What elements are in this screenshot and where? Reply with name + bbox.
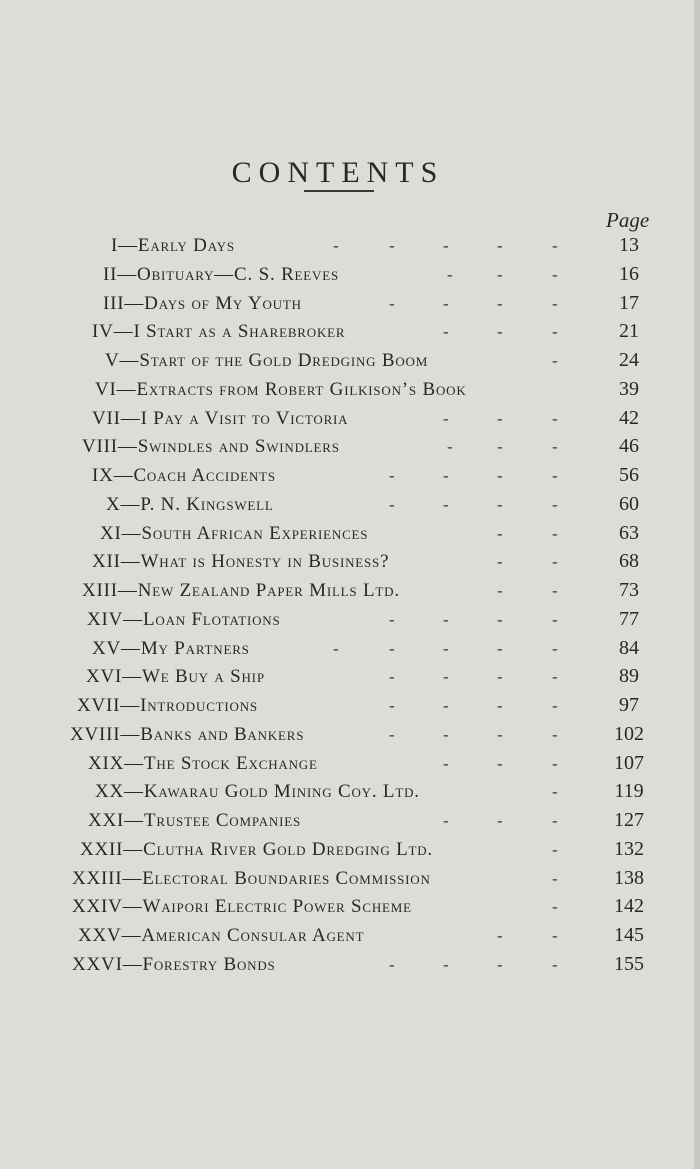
page-number: 77: [619, 608, 639, 630]
chapter-title: I—Early Days: [111, 235, 235, 256]
leader-dash: -: [497, 639, 503, 658]
page-number: 17: [619, 292, 639, 314]
leader-dash: -: [552, 524, 558, 543]
toc-entry: [0, 289, 700, 318]
leader-dash: -: [552, 466, 558, 485]
page-number: 56: [619, 464, 639, 486]
chapter-title: XXII—Clutha River Gold Dredging Ltd.: [80, 839, 433, 860]
leader-dash: -: [497, 754, 503, 773]
page-number: 102: [614, 723, 644, 745]
leader-dash: -: [552, 236, 558, 255]
leader-dash: -: [443, 294, 449, 313]
leader-dash: -: [443, 725, 449, 744]
leader-dash: -: [497, 495, 503, 514]
chapter-title: XXVI—Forestry Bonds: [72, 954, 276, 975]
leader-dash: -: [497, 437, 503, 456]
page-number: 24: [619, 349, 639, 371]
leader-dash: -: [443, 955, 449, 974]
leader-dash: -: [497, 322, 503, 341]
leader-dash: -: [497, 236, 503, 255]
leader-dash: -: [497, 581, 503, 600]
toc-entry: [0, 231, 700, 260]
leader-dash: -: [497, 552, 503, 571]
chapter-title: XXIII—Electoral Boundaries Commission: [72, 868, 431, 889]
page-number: 132: [614, 838, 644, 860]
chapter-title: XIII—New Zealand Paper Mills Ltd.: [82, 580, 400, 601]
leader-dash: -: [447, 437, 453, 456]
toc-entry: [0, 461, 700, 490]
toc-entry: [0, 720, 700, 749]
chapter-title: XXIV—Waipori Electric Power Scheme: [72, 896, 412, 917]
toc-entry: [0, 634, 700, 663]
page-number: 21: [619, 320, 639, 342]
leader-dash: -: [497, 696, 503, 715]
leader-dash: -: [443, 754, 449, 773]
toc-entry: [0, 835, 700, 864]
chapter-title: XVIII—Banks and Bankers: [70, 724, 305, 745]
chapter-title: XIV—Loan Flotations: [87, 609, 281, 630]
toc-entry: [0, 260, 700, 289]
leader-dash: -: [389, 696, 395, 715]
leader-dash: -: [497, 811, 503, 830]
leader-dash: -: [552, 581, 558, 600]
chapter-title: XXI—Trustee Companies: [88, 810, 301, 831]
page-number: 97: [619, 694, 639, 716]
toc-entry: [0, 576, 700, 605]
page-number: 107: [614, 752, 644, 774]
page-number: 13: [619, 234, 639, 256]
leader-dash: -: [497, 610, 503, 629]
title-rule: [304, 190, 374, 192]
toc-entry: [0, 892, 700, 921]
chapter-title: X—P. N. Kingswell: [106, 494, 274, 515]
leader-dash: -: [552, 495, 558, 514]
page-number: 16: [619, 263, 639, 285]
leader-dash: -: [389, 495, 395, 514]
leader-dash: -: [552, 552, 558, 571]
leader-dash: -: [443, 610, 449, 629]
toc-entry: [0, 346, 700, 375]
page-number: 63: [619, 522, 639, 544]
leader-dash: -: [333, 639, 339, 658]
leader-dash: -: [443, 322, 449, 341]
leader-dash: -: [443, 639, 449, 658]
chapter-title: XI—South African Experiences: [100, 523, 369, 544]
leader-dash: -: [389, 610, 395, 629]
leader-dash: -: [443, 466, 449, 485]
chapter-title: IV—I Start as a Sharebroker: [92, 321, 346, 342]
page-number: 138: [614, 867, 644, 889]
leader-dash: -: [389, 639, 395, 658]
leader-dash: -: [389, 466, 395, 485]
toc-entry: [0, 432, 700, 461]
leader-dash: -: [443, 696, 449, 715]
toc-entry: [0, 950, 700, 979]
page-title: CONTENTS: [231, 156, 445, 190]
chapter-title: VIII—Swindles and Swindlers: [82, 436, 340, 457]
chapter-title: II—Obituary—C. S. Reeves: [103, 264, 339, 285]
page-number: 73: [619, 579, 639, 601]
chapter-title: XXV—American Consular Agent: [78, 925, 365, 946]
leader-dash: -: [552, 725, 558, 744]
chapter-title: IX—Coach Accidents: [92, 465, 276, 486]
leader-dash: -: [552, 955, 558, 974]
leader-dash: -: [552, 294, 558, 313]
leader-dash: -: [497, 955, 503, 974]
leader-dash: -: [552, 897, 558, 916]
leader-dash: -: [443, 667, 449, 686]
page-number: 142: [614, 895, 644, 917]
toc-entry: [0, 317, 700, 346]
leader-dash: -: [552, 811, 558, 830]
leader-dash: -: [497, 265, 503, 284]
leader-dash: -: [552, 639, 558, 658]
chapter-title: III—Days of My Youth: [103, 293, 302, 314]
page-number: 84: [619, 637, 639, 659]
toc-entry: [0, 519, 700, 548]
page-number: 89: [619, 665, 639, 687]
toc-entry: [0, 605, 700, 634]
chapter-title: XX—Kawarau Gold Mining Coy. Ltd.: [95, 781, 420, 802]
toc-entry: [0, 375, 700, 404]
leader-dash: -: [552, 667, 558, 686]
leader-dash: -: [389, 294, 395, 313]
chapter-title: XVII—Introductions: [77, 695, 258, 716]
leader-dash: -: [552, 696, 558, 715]
toc-entry: [0, 490, 700, 519]
page-number: 42: [619, 407, 639, 429]
page-column-heading: Page: [606, 208, 650, 232]
leader-dash: -: [552, 782, 558, 801]
leader-dash: -: [552, 926, 558, 945]
leader-dash: -: [447, 265, 453, 284]
toc-entry: [0, 777, 700, 806]
leader-dash: -: [552, 840, 558, 859]
leader-dash: -: [389, 725, 395, 744]
toc-entry: [0, 662, 700, 691]
leader-dash: -: [389, 667, 395, 686]
leader-dash: -: [552, 869, 558, 888]
leader-dash: -: [497, 294, 503, 313]
chapter-title: XII—What is Honesty in Business?: [92, 551, 390, 572]
leader-dash: -: [333, 236, 339, 255]
leader-dash: -: [443, 409, 449, 428]
page-number: 39: [619, 378, 639, 400]
leader-dash: -: [552, 265, 558, 284]
page-number: 145: [614, 924, 644, 946]
leader-dash: -: [497, 524, 503, 543]
leader-dash: -: [497, 667, 503, 686]
chapter-title: XIX—The Stock Exchange: [88, 753, 318, 774]
page-number: 60: [619, 493, 639, 515]
leader-dash: -: [389, 955, 395, 974]
chapter-title: XVI—We Buy a Ship: [86, 666, 265, 687]
chapter-title: XV—My Partners: [92, 638, 250, 659]
chapter-title: VII—I Pay a Visit to Victoria: [92, 408, 349, 429]
leader-dash: -: [443, 811, 449, 830]
page-number: 155: [614, 953, 644, 975]
chapter-title: VI—Extracts from Robert Gilkison’s Book: [95, 379, 467, 400]
chapter-title: V—Start of the Gold Dredging Boom: [105, 350, 429, 371]
toc-entry: [0, 806, 700, 835]
leader-dash: -: [389, 236, 395, 255]
leader-dash: -: [497, 409, 503, 428]
toc-entry: [0, 749, 700, 778]
leader-dash: -: [552, 754, 558, 773]
leader-dash: -: [552, 351, 558, 370]
page-number: 127: [614, 809, 644, 831]
toc-entry: [0, 864, 700, 893]
toc-entry: [0, 404, 700, 433]
toc-entry: [0, 921, 700, 950]
leader-dash: -: [552, 409, 558, 428]
leader-dash: -: [443, 236, 449, 255]
leader-dash: -: [552, 322, 558, 341]
leader-dash: -: [497, 725, 503, 744]
leader-dash: -: [497, 926, 503, 945]
toc-entry: [0, 691, 700, 720]
page-number: 46: [619, 435, 639, 457]
page-number: 119: [614, 780, 644, 802]
page-number: 68: [619, 550, 639, 572]
leader-dash: -: [443, 495, 449, 514]
leader-dash: -: [552, 610, 558, 629]
leader-dash: -: [552, 437, 558, 456]
leader-dash: -: [497, 466, 503, 485]
toc-entry: [0, 547, 700, 576]
